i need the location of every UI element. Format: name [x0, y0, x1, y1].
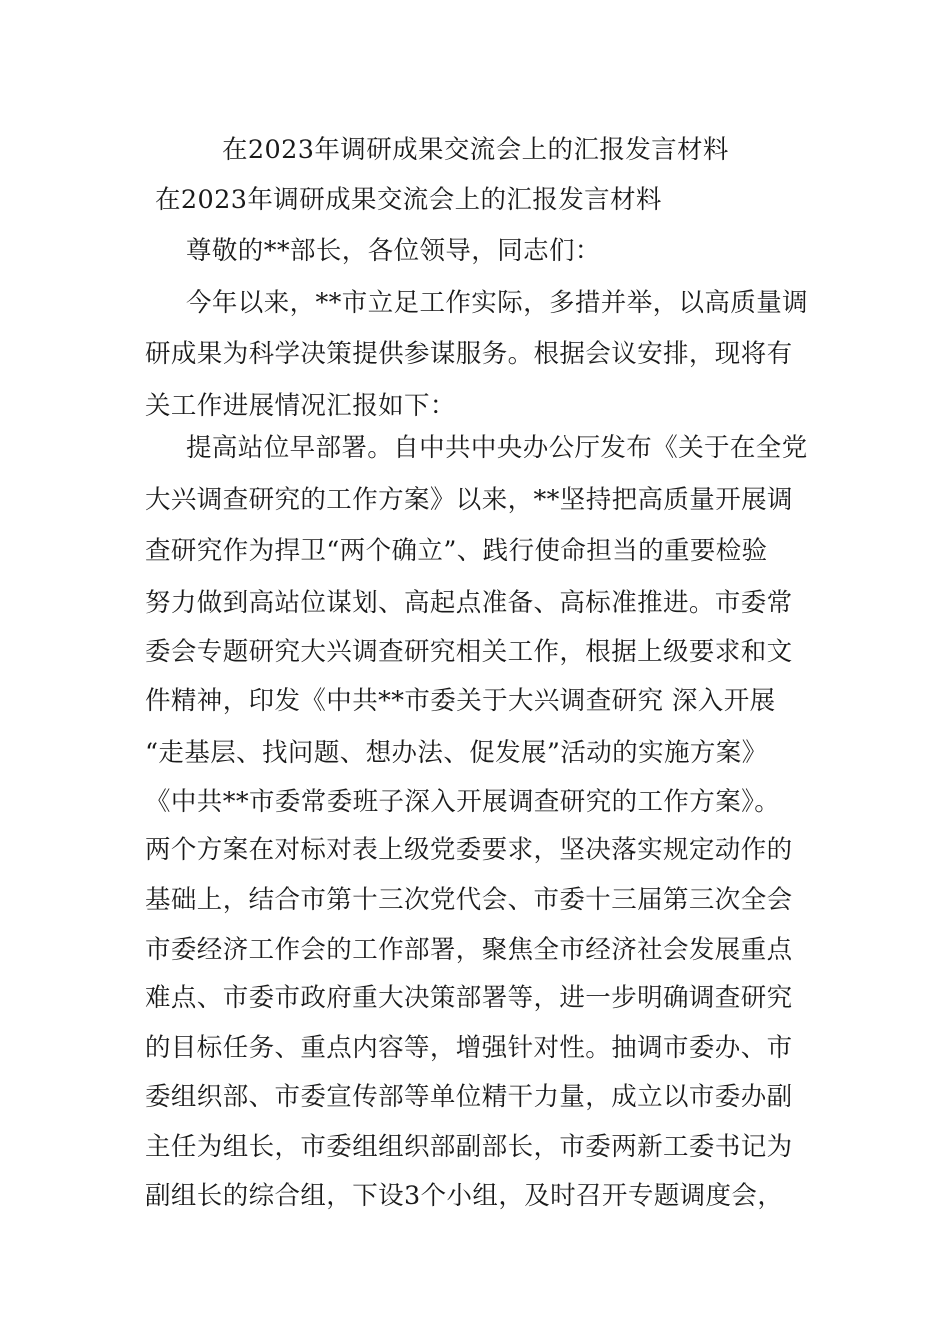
paragraph-line: 《中共**市委常委班子深入开展调查研究的工作方案》。 [145, 787, 781, 817]
paragraph-line: 研成果为科学决策提供参谋服务。根据会议安排，现将有 [145, 339, 793, 369]
paragraph-line: 副组长的综合组，下设3个小组，及时召开专题调度会， [145, 1181, 784, 1211]
paragraph-line: 查研究作为捍卫“两个确立”、践行使命担当的重要检验 [145, 536, 768, 566]
paragraph-line: 两个方案在对标对表上级党委要求，坚决落实规定动作的 [145, 835, 793, 865]
paragraph-line: 努力做到高站位谋划、高起点准备、高标准推进。市委常 [145, 588, 793, 618]
paragraph-line: “走基层、找问题、想办法、促发展”活动的实施方案》 [145, 738, 768, 768]
paragraph-line: 今年以来，**市立足工作实际，多措并举，以高质量调 [186, 288, 809, 318]
paragraph-line: 委会专题研究大兴调查研究相关工作，根据上级要求和文 [145, 637, 793, 667]
paragraph-line: 基础上，结合市第十三次党代会、市委十三届第三次全会 [145, 885, 793, 915]
document-title: 在2023年调研成果交流会上的汇报发言材料 [155, 185, 662, 215]
header-title: 在2023年调研成果交流会上的汇报发言材料 [222, 135, 729, 165]
paragraph-line: 的目标任务、重点内容等，增强针对性。抽调市委办、市 [145, 1033, 793, 1063]
paragraph-line: 市委经济工作会的工作部署，聚焦全市经济社会发展重点 [145, 935, 793, 965]
salutation: 尊敬的**部长，各位领导，同志们： [186, 236, 601, 266]
paragraph-line: 件精神，印发《中共**市委关于大兴调查研究 深入开展 [145, 686, 776, 716]
paragraph-line: 难点、市委市政府重大决策部署等，进一步明确调查研究 [145, 983, 793, 1013]
paragraph-line: 主任为组长，市委组组织部副部长，市委两新工委书记为 [145, 1132, 793, 1162]
paragraph-line: 大兴调查研究的工作方案》以来，**坚持把高质量开展调 [145, 485, 793, 515]
paragraph-line: 关工作进展情况汇报如下： [145, 391, 456, 421]
paragraph-line: 委组织部、市委宣传部等单位精干力量，成立以市委办副 [145, 1082, 793, 1112]
paragraph-line: 提高站位早部署。自中共中央办公厅发布《关于在全党 [186, 433, 808, 463]
